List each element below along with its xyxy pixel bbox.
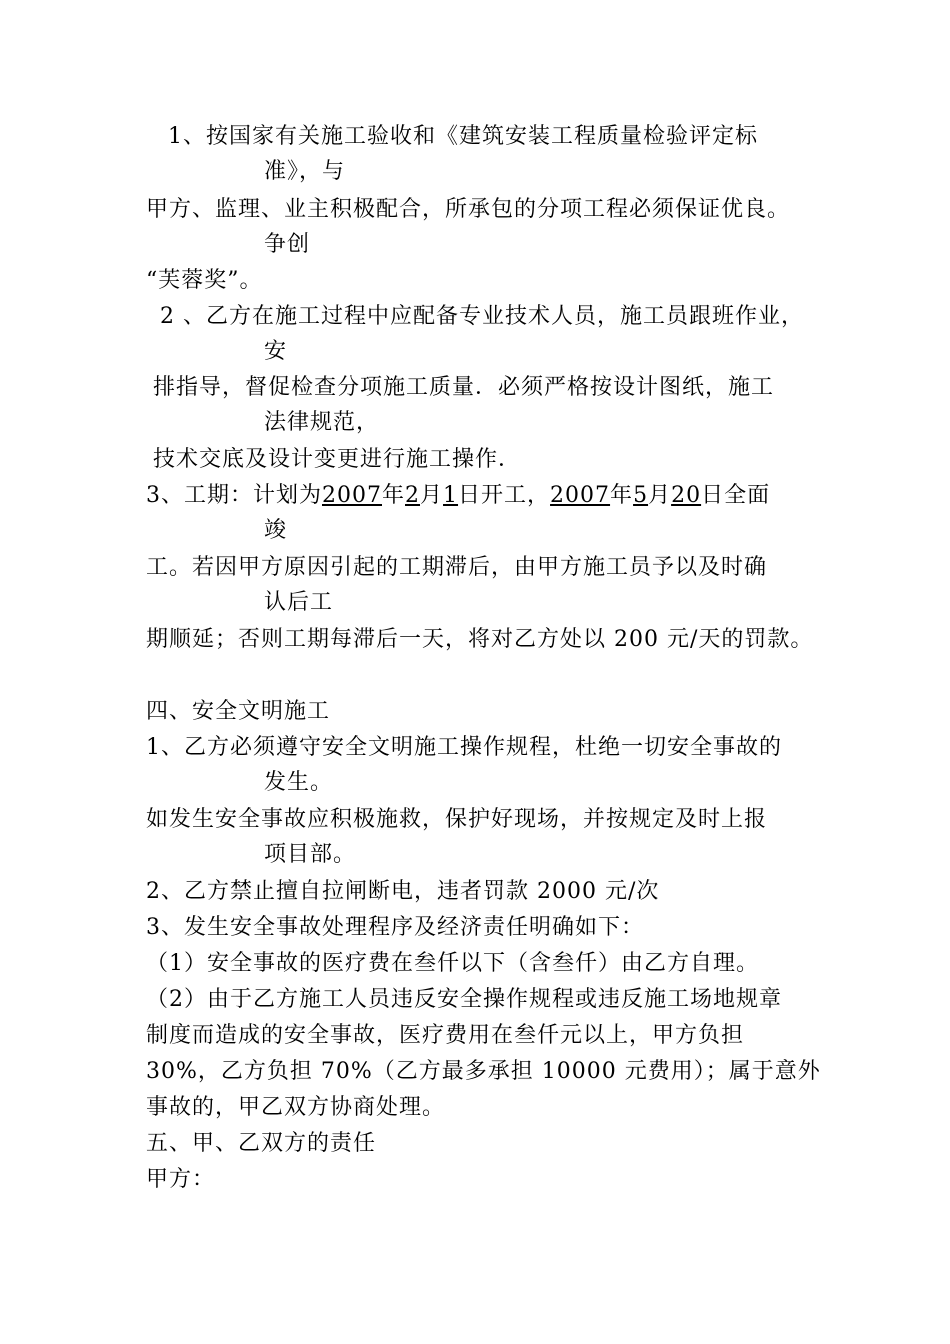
schedule-clause-line-1	[146, 481, 770, 511]
staffing-clause-line-1: 2 、乙方在施工过程中应配备专业技术人员，施工员跟班作业，	[160, 304, 804, 329]
accident-procedure-heading: 3、发生安全事故处理程序及经济责任明确如下：	[146, 915, 644, 940]
accident-subclause-2-line-1: （2）由于乙方施工人员违反安全操作规程或违反施工场地规章	[146, 987, 782, 1012]
safety-clause-line-2: 发生。	[264, 770, 334, 795]
end-text: 日全面	[701, 483, 771, 508]
schedule-clause-line-4: 认后工	[264, 590, 334, 615]
year-label-1: 年	[382, 483, 406, 508]
safety-clause-line-4: 项目部。	[264, 842, 357, 867]
quality-clause-line-2: 准》，与	[264, 159, 346, 184]
schedule-prefix: 3、工期：计划为	[146, 483, 322, 508]
quality-clause-line-5: “芙蓉奖”。	[146, 268, 263, 293]
year-label-2: 年	[610, 483, 634, 508]
schedule-clause-line-2: 竣	[264, 518, 288, 543]
safety-clause-line-1: 1、乙方必须遵守安全文明施工操作规程，杜绝一切安全事故的	[146, 735, 782, 760]
staffing-clause-line-2: 安	[264, 339, 288, 364]
start-day: 1	[443, 483, 459, 508]
quality-clause-line-3: 甲方、监理、业主积极配合，所承包的分项工程必须保证优良。	[146, 197, 791, 222]
power-clause: 2、乙方禁止擅自拉闸断电，违者罚款 2000 元/次	[146, 879, 660, 904]
quality-clause-line-1: 1、按国家有关施工验收和《建筑安装工程质量检验评定标	[168, 124, 758, 149]
staffing-clause-line-3: 排指导，督促检查分项施工质量．必须严格按设计图纸，施工	[153, 375, 775, 400]
quality-clause-line-4: 争创	[264, 232, 311, 257]
section-heading-responsibilities: 五、甲、乙双方的责任	[146, 1131, 377, 1156]
start-month: 2	[405, 483, 421, 508]
accident-subclause-2-line-2: 制度而造成的安全事故，医疗费用在叁仟元以上，甲方负担	[146, 1023, 745, 1048]
staffing-clause-line-4: 法律规范，	[264, 410, 380, 435]
schedule-clause-line-5: 期顺延；否则工期每滞后一天，将对乙方处以 200 元/天的罚款。	[146, 627, 814, 652]
schedule-clause-line-3: 工。若因甲方原因引起的工期滞后，由甲方施工员予以及时确	[146, 555, 768, 580]
month-label-1: 月	[420, 483, 444, 508]
end-year: 2007	[550, 483, 611, 508]
safety-clause-line-3: 如发生安全事故应积极施救，保护好现场，并按规定及时上报	[146, 807, 768, 832]
end-month: 5	[633, 483, 649, 508]
accident-subclause-1: （1）安全事故的医疗费在叁仟以下（含叁仟）由乙方自理。	[146, 951, 759, 976]
end-day: 20	[671, 483, 702, 508]
accident-subclause-2-line-3: 30%，乙方负担 70%（乙方最多承担 10000 元费用）；属于意外	[146, 1059, 821, 1084]
month-label-2: 月	[648, 483, 672, 508]
start-text: 日开工，	[458, 483, 551, 508]
start-year: 2007	[322, 483, 382, 508]
section-heading-safety: 四、安全文明施工	[146, 699, 331, 724]
accident-subclause-2-line-4: 事故的，甲乙双方协商处理。	[146, 1095, 446, 1120]
staffing-clause-line-5: 技术交底及设计变更进行施工操作．	[153, 447, 522, 472]
party-a-label: 甲方：	[146, 1167, 216, 1192]
